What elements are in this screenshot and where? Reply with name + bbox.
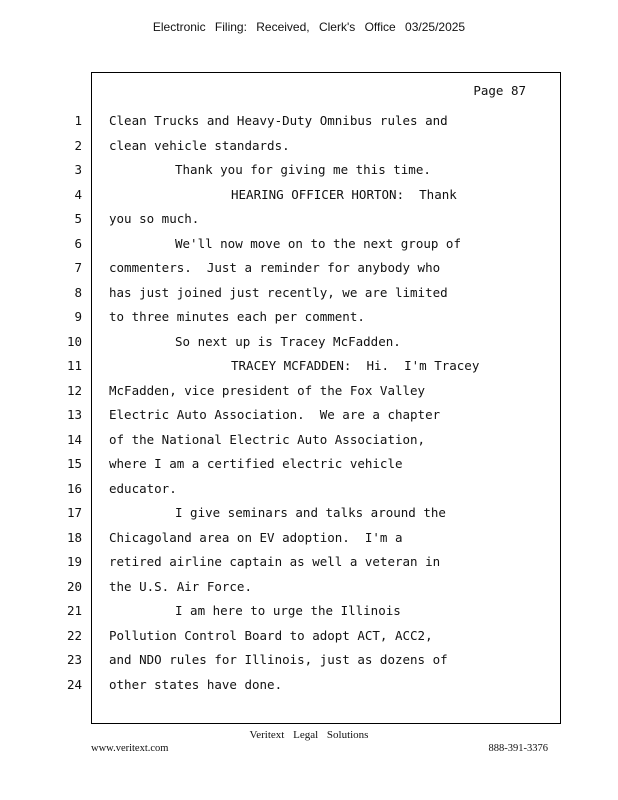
line-text: TRACEY MCFADDEN: Hi. I'm Tracey bbox=[231, 358, 480, 373]
transcript-line bbox=[0, 651, 618, 676]
transcript-line bbox=[0, 357, 618, 382]
transcript-line bbox=[0, 504, 618, 529]
line-number: 21 bbox=[66, 603, 82, 618]
line-text: commenters. Just a reminder for anybody who bbox=[109, 260, 441, 275]
line-text: to three minutes each per comment. bbox=[109, 309, 365, 324]
footer-company: Veritext Legal Solutions bbox=[249, 729, 369, 741]
line-text: other states have done. bbox=[109, 676, 283, 692]
line-number: 8 bbox=[74, 284, 82, 300]
line-number: 13 bbox=[66, 407, 82, 422]
transcript-line bbox=[0, 553, 618, 578]
line-text: Pollution Control Board to adopt ACT, ACC2, bbox=[109, 627, 433, 643]
line-number: 14 bbox=[66, 431, 82, 447]
footer-website: www.veritext.com bbox=[91, 743, 169, 754]
line-text: the U.S. Air Force. bbox=[109, 578, 252, 594]
line-text: McFadden, vice president of the Fox Valley bbox=[109, 382, 426, 398]
transcript-line bbox=[0, 186, 618, 211]
line-number: 2 bbox=[74, 137, 82, 153]
transcript-line bbox=[0, 259, 618, 284]
line-number: 5 bbox=[74, 211, 82, 226]
line-number: 15 bbox=[66, 456, 82, 471]
line-text: where I am a certified electric vehicle bbox=[109, 456, 403, 471]
line-text: HEARING OFFICER HORTON: Thank bbox=[231, 186, 457, 202]
transcript-line bbox=[0, 455, 618, 480]
transcript-line bbox=[0, 235, 618, 260]
transcript-line bbox=[0, 137, 618, 162]
line-text: I am here to urge the Illinois bbox=[175, 603, 401, 618]
transcript-line bbox=[0, 308, 618, 333]
line-text: Electric Auto Association. We are a chapter bbox=[109, 407, 441, 422]
line-number: 1 bbox=[74, 113, 82, 128]
footer-phone: 888-391-3376 bbox=[488, 743, 548, 754]
line-number: 20 bbox=[66, 578, 82, 594]
line-text: and NDO rules for Illinois, just as dozens of bbox=[109, 652, 448, 667]
line-number: 3 bbox=[74, 162, 82, 177]
filing-stamp: Electronic Filing: Received, Clerk's Office 03/25/2025 bbox=[152, 20, 466, 34]
line-text: has just joined just recently, we are limited bbox=[109, 284, 448, 300]
line-number: 24 bbox=[66, 676, 82, 692]
line-number: 11 bbox=[66, 358, 82, 373]
line-text: clean vehicle standards. bbox=[109, 137, 290, 153]
transcript-line bbox=[0, 627, 618, 652]
transcript-line bbox=[0, 112, 618, 137]
line-number: 17 bbox=[66, 505, 82, 520]
transcript-line bbox=[0, 431, 618, 456]
transcript-line bbox=[0, 210, 618, 235]
page-number: Page 87 bbox=[473, 83, 526, 98]
line-text: you so much. bbox=[109, 211, 200, 226]
line-number: 7 bbox=[74, 260, 82, 275]
line-number: 12 bbox=[66, 382, 82, 398]
transcript-line bbox=[0, 333, 618, 358]
transcript-line bbox=[0, 284, 618, 309]
transcript-line bbox=[0, 161, 618, 186]
line-number: 23 bbox=[66, 652, 82, 667]
line-number: 10 bbox=[66, 333, 82, 349]
line-text: retired airline captain as well a veteran in bbox=[109, 554, 441, 569]
transcript-line bbox=[0, 578, 618, 603]
line-number: 6 bbox=[74, 235, 82, 251]
transcript-line bbox=[0, 602, 618, 627]
line-number: 16 bbox=[66, 480, 82, 496]
transcript-line bbox=[0, 480, 618, 505]
line-text: I give seminars and talks around the bbox=[175, 505, 446, 520]
transcript-line bbox=[0, 382, 618, 407]
line-number: 19 bbox=[66, 554, 82, 569]
line-number: 9 bbox=[74, 309, 82, 324]
line-text: We'll now move on to the next group of bbox=[175, 235, 461, 251]
transcript-line bbox=[0, 676, 618, 701]
transcript-line bbox=[0, 529, 618, 554]
line-text: Thank you for giving me this time. bbox=[175, 162, 431, 177]
line-text: Clean Trucks and Heavy-Duty Omnibus rules and bbox=[109, 113, 448, 128]
line-text: educator. bbox=[109, 480, 177, 496]
line-number: 18 bbox=[66, 529, 82, 545]
transcript-line bbox=[0, 406, 618, 431]
line-number: 22 bbox=[66, 627, 82, 643]
transcript-lines bbox=[0, 112, 618, 700]
line-text: Chicagoland area on EV adoption. I'm a bbox=[109, 529, 403, 545]
line-text: So next up is Tracey McFadden. bbox=[175, 333, 401, 349]
line-number: 4 bbox=[74, 186, 82, 202]
line-text: of the National Electric Auto Association, bbox=[109, 431, 426, 447]
